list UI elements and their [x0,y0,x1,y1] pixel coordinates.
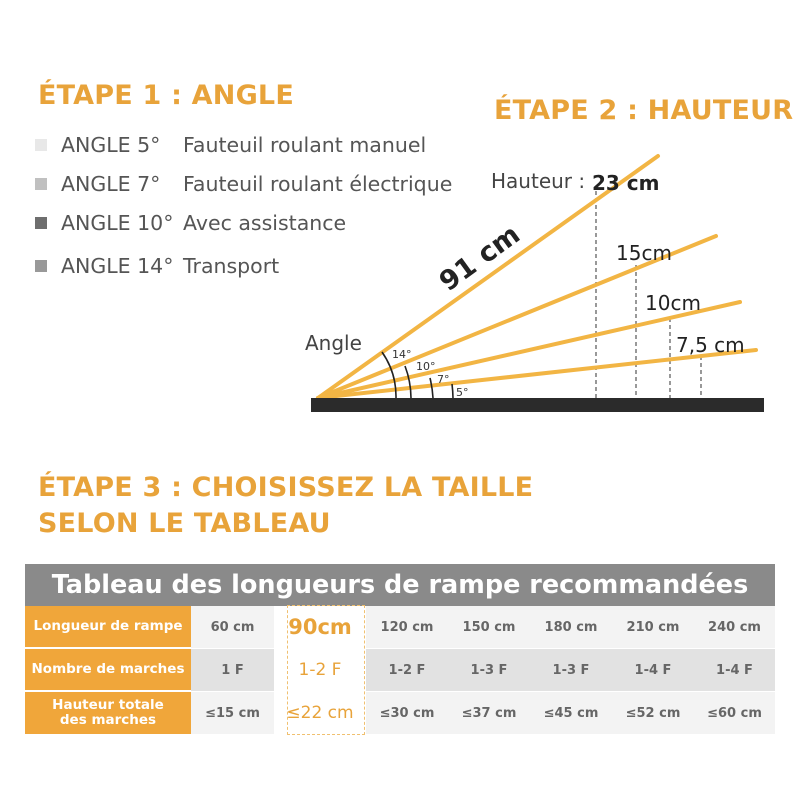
table-cell: 1 F [221,662,244,678]
angle-arc-7 [430,378,433,398]
table-cell: ≤52 cm [625,705,681,721]
table-cell: 210 cm [626,619,680,635]
angle-arc-10 [405,366,411,398]
table-row-label: Hauteur totale des marches [25,692,191,734]
table-row-label: Nombre de marches [25,649,191,691]
angle-tick-5: 5° [456,386,469,399]
table-cell: ≤15 cm [205,705,260,721]
height-label-10: 10cm [645,291,701,315]
table-title: Tableau des longueurs de rampe recommandées [25,564,775,606]
angle-tick-14: 14° [392,348,412,361]
table-cell: 120 cm [380,619,434,635]
ramp-length-table [25,564,775,736]
table-cell: 180 cm [544,619,598,635]
height-label-7-5: 7,5 cm [676,333,745,357]
step2-title: ÉTAPE 2 : HAUTEUR [494,95,794,126]
step1-title: ÉTAPE 1 : ANGLE [38,80,294,111]
table-row-label: Longueur de rampe [25,606,191,648]
angle-label: Angle [305,331,362,355]
angle-tick-7: 7° [437,373,450,386]
legend-angle-5: ANGLE 5° [61,133,161,157]
table-cell: ≤45 cm [543,705,599,721]
height-label-23: 23 cm [592,171,660,195]
legend-use-7: Fauteuil roulant électrique [183,172,453,196]
angle-arc-5 [452,384,453,398]
table-row [25,606,775,648]
hauteur-label: Hauteur : [491,169,586,193]
step3-title-line1: ÉTAPE 3 : CHOISISSEZ LA TAILLE [38,472,534,503]
table-cell: ≤60 cm [707,705,762,721]
table-cell: 1-2 F [274,649,366,691]
step3-title-line2: SELON LE TABLEAU [38,508,331,539]
step3-title [38,470,533,542]
table-row [25,692,775,734]
table-cell: ≤22 cm [274,692,366,734]
angle-tick-10: 10° [416,360,436,373]
table-cell: 1-3 F [552,662,590,678]
ground-bar [311,398,764,412]
table-cell: 150 cm [462,619,516,635]
table-cell: 60 cm [210,619,255,635]
table-cell: 1-3 F [470,662,508,678]
legend-use-5: Fauteuil roulant manuel [183,133,427,157]
table-cell: 1-4 F [634,662,672,678]
table-cell: ≤37 cm [461,705,517,721]
legend-use-10: Avec assistance [183,211,347,235]
table-cell: 1-4 F [716,662,753,678]
table-cell: ≤30 cm [379,705,435,721]
legend-angle-10: ANGLE 10° [61,211,174,235]
height-label-15: 15cm [616,241,672,265]
legend-use-14: Transport [183,254,280,278]
table-cell: 1-2 F [388,662,426,678]
legend-angle-7: ANGLE 7° [61,172,161,196]
legend-angle-14: ANGLE 14° [61,254,174,278]
table-cell: 90cm [274,606,366,648]
ramp-length-label: 91 cm [433,219,526,298]
ramp-line-5 [318,350,756,398]
table-cell: 240 cm [708,619,761,635]
table-row [25,649,775,691]
